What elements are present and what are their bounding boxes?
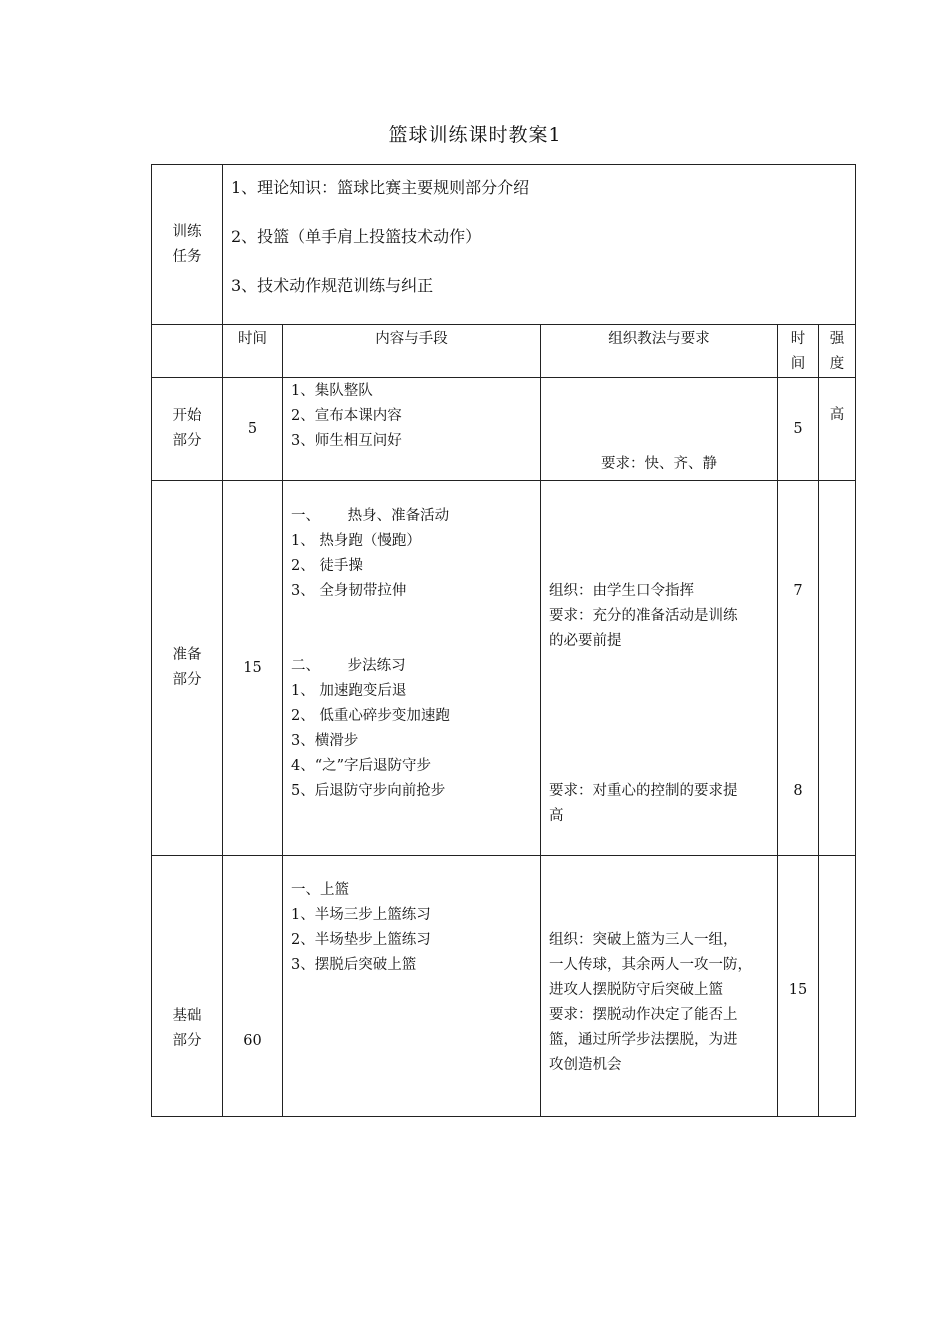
basic-row	[152, 856, 856, 1117]
page-title: 篮球训练课时教案1	[388, 124, 562, 146]
task-item: 3、技术动作规范训练与纠正	[231, 276, 434, 295]
header-method: 组织教法与要求	[541, 325, 778, 378]
list-item: 2、半场垫步上篮练习	[291, 932, 431, 948]
header-row	[152, 325, 856, 378]
header-intensity: 强 度	[819, 325, 856, 378]
start-label: 开始 部分	[152, 378, 223, 481]
header-empty	[152, 325, 223, 378]
list-item: 2、 徒手操	[291, 558, 363, 574]
prep-time: 15	[223, 481, 283, 856]
basic-method: 组织：突破上篮为三人一组， 一人传球，其余两人一攻一防， 进攻人摆脱防守后突破上篮 要求：摆脱动作决定了能否上 篮，通过所学步法摆脱，为进 攻创造机会	[541, 856, 778, 1117]
header-time2: 时 间	[778, 325, 819, 378]
start-time2: 5	[778, 378, 819, 481]
section-title: 一、上篮	[291, 882, 349, 898]
list-item: 1、集队整队	[291, 383, 373, 399]
list-item: 3、摆脱后突破上篮	[291, 957, 417, 973]
list-item: 2、 低重心碎步变加速跑	[291, 708, 450, 724]
prep-method: 组织：由学生口令指挥 要求：充分的准备活动是训练 的必要前提 要求：对重心的控制的要求提 高	[541, 481, 778, 856]
list-item: 1、 热身跑（慢跑）	[291, 533, 421, 549]
header-time: 时间	[223, 325, 283, 378]
list-item: 1、半场三步上篮练习	[291, 907, 431, 923]
section-title: 一、 热身、准备活动	[291, 508, 450, 524]
prep-intensity	[819, 481, 856, 856]
task-label: 训练 任务	[152, 165, 223, 325]
task-row	[152, 165, 856, 325]
list-item: 3、师生相互问好	[291, 433, 402, 449]
prep-content	[283, 481, 541, 856]
prep-row	[152, 481, 856, 856]
prep-time2: 7 8	[778, 481, 819, 856]
task-item: 2、投篮（单手肩上投篮技术动作）	[231, 227, 482, 246]
lesson-plan-table	[151, 164, 856, 1117]
basic-content	[283, 856, 541, 1117]
start-row	[152, 378, 856, 481]
list-item: 3、 全身韧带拉伸	[291, 583, 407, 599]
section-title: 二、 步法练习	[291, 658, 406, 674]
list-item: 3、横滑步	[291, 733, 359, 749]
basic-time: 60	[223, 856, 283, 1117]
start-intensity: 高	[819, 378, 856, 481]
header-content: 内容与手段	[283, 325, 541, 378]
basic-label: 基础 部分	[152, 856, 223, 1117]
list-item: 5、后退防守步向前抢步	[291, 783, 446, 799]
basic-time2: 15	[778, 856, 819, 1117]
start-content	[283, 378, 541, 481]
start-time: 5	[223, 378, 283, 481]
list-item: 2、宣布本课内容	[291, 408, 402, 424]
list-item: 1、 加速跑变后退	[291, 683, 407, 699]
task-item: 1、理论知识：篮球比赛主要规则部分介绍	[231, 178, 530, 197]
list-item: 4、“之”字后退防守步	[291, 758, 432, 774]
basic-intensity	[819, 856, 856, 1117]
prep-label: 准备 部分	[152, 481, 223, 856]
start-requirement: 要求：快、齐、静	[541, 378, 778, 481]
task-content	[223, 165, 856, 325]
